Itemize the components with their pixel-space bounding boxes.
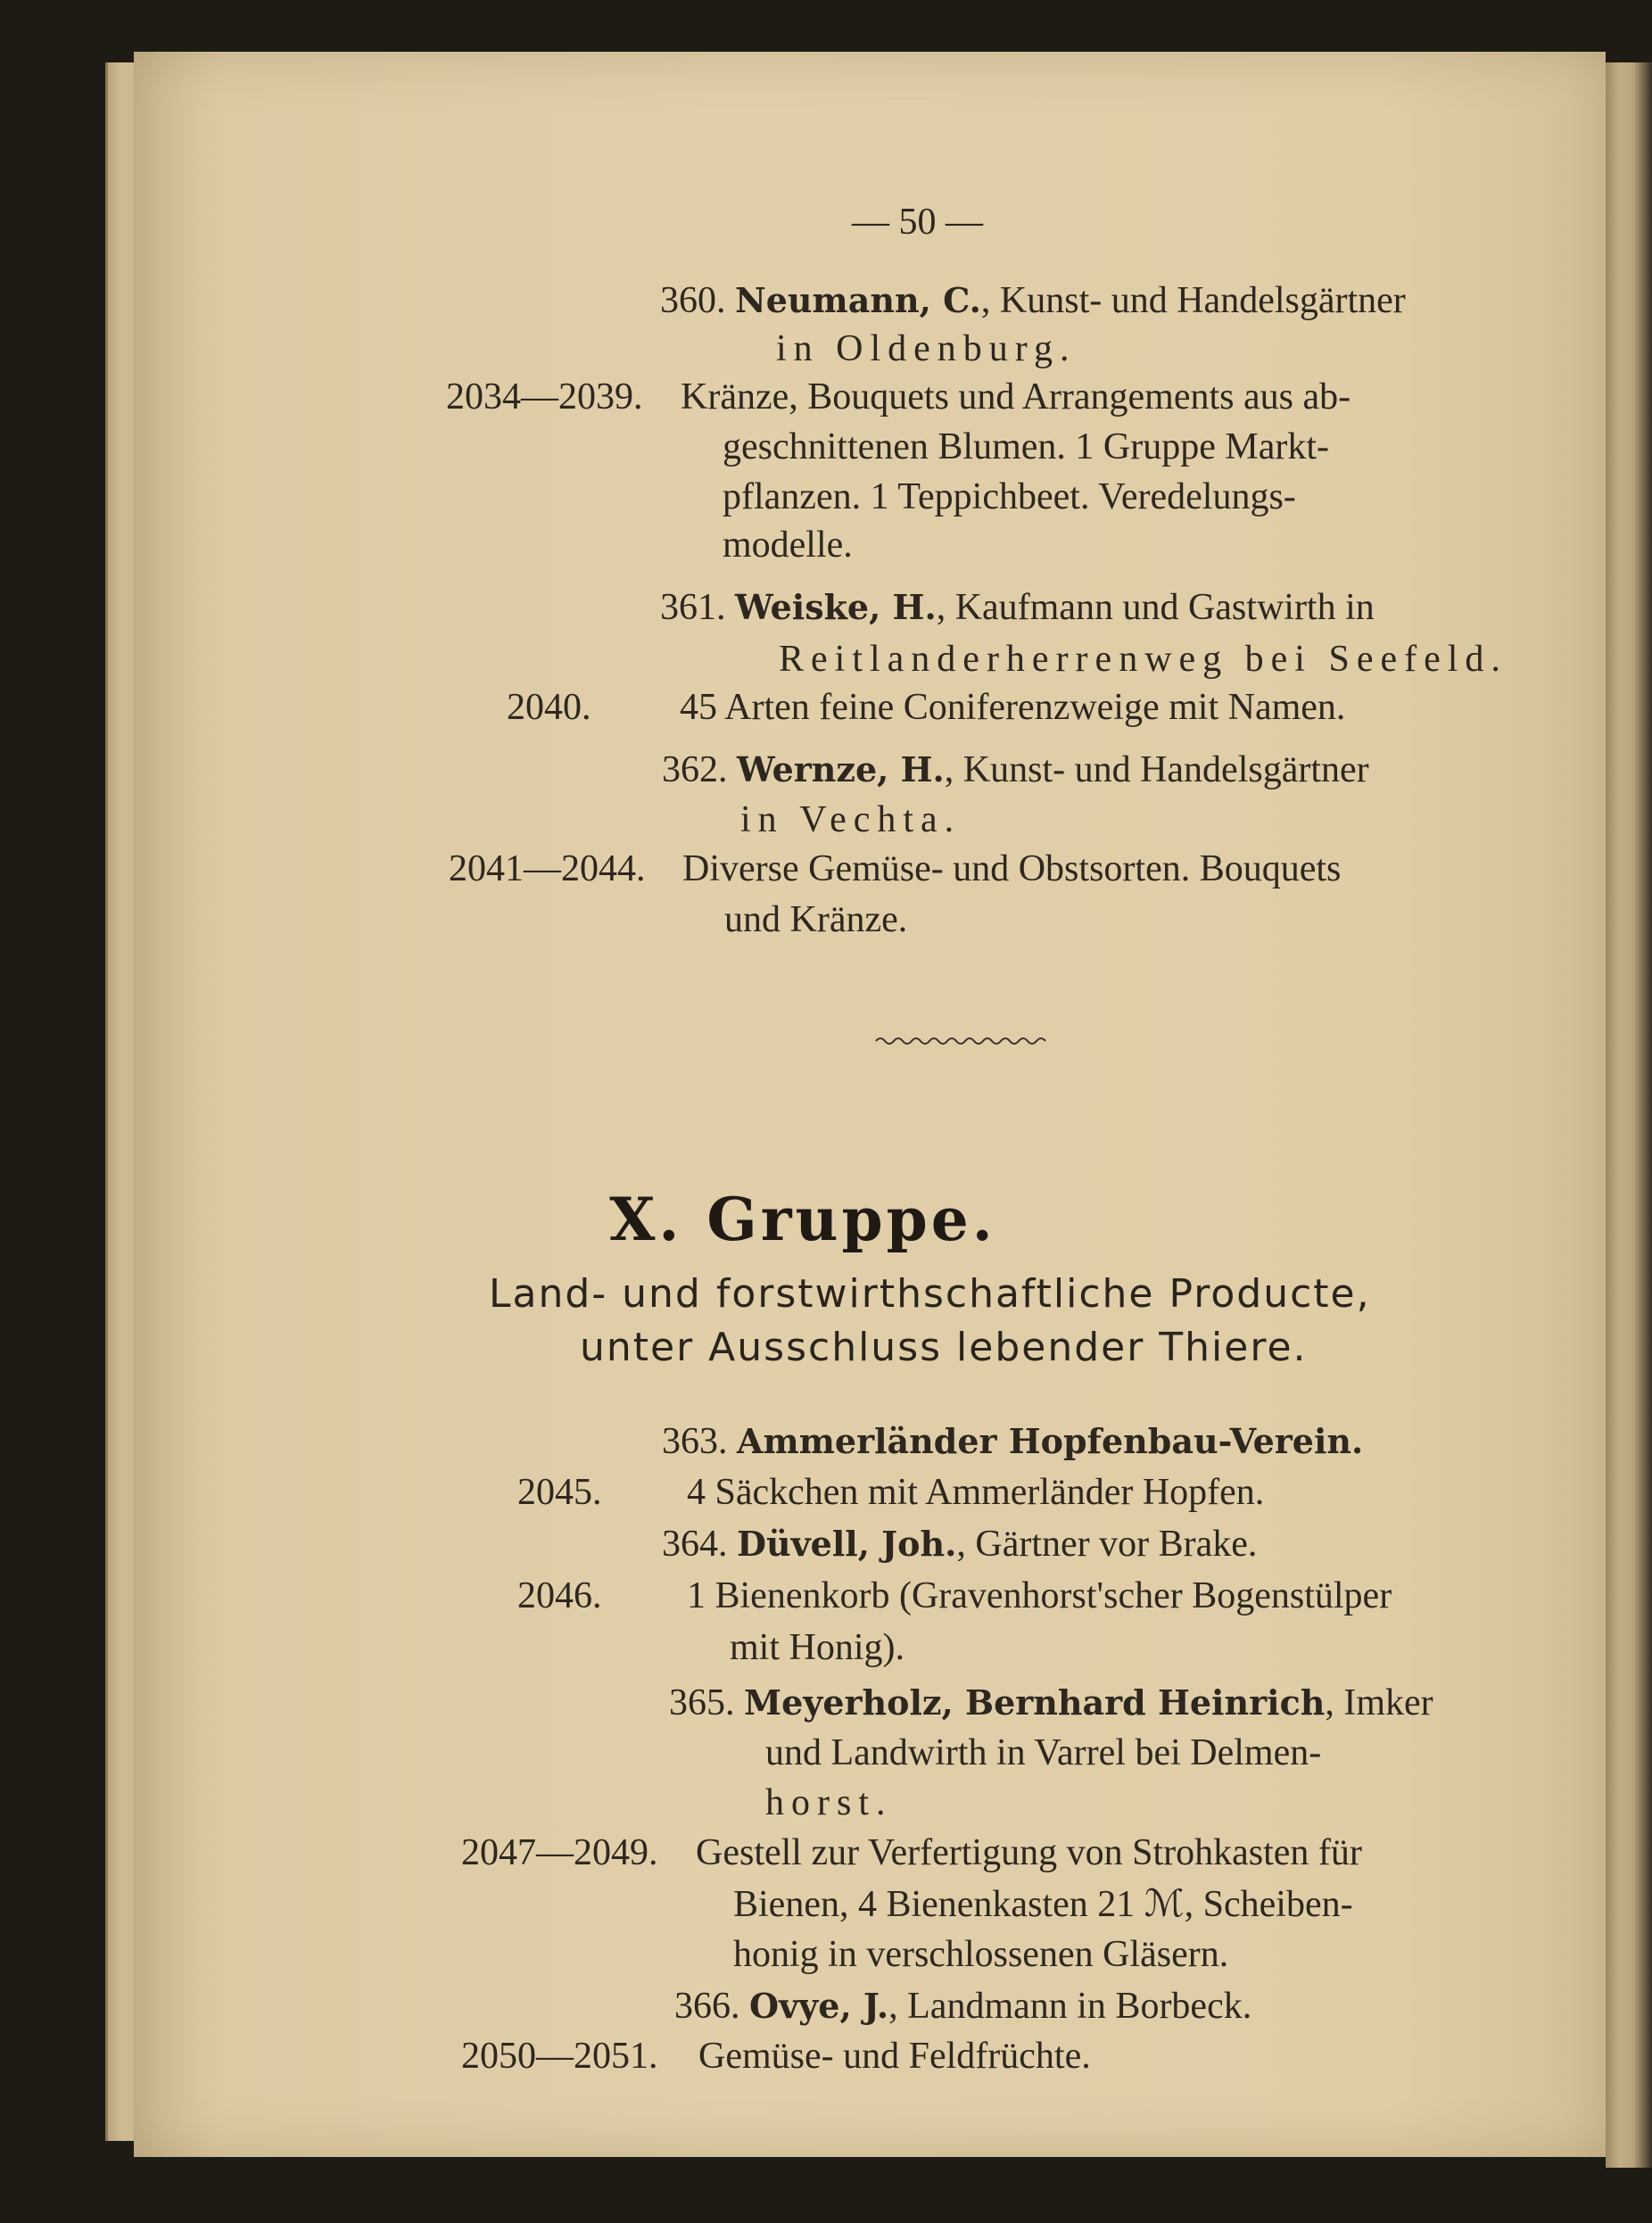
item-line: Kränze, Bouquets und Arrangements aus ab- bbox=[681, 376, 1351, 417]
item-line: 45 Arten feine Coniferenzweige mit Namen. bbox=[680, 687, 1346, 728]
item-line: Diverse Gemüse- und Obstsorten. Bouquets bbox=[682, 848, 1342, 889]
item-line: pflanzen. 1 Teppichbeet. Veredelungs- bbox=[723, 476, 1296, 517]
catalog-range: 2047—2049. bbox=[461, 1832, 658, 1873]
entry-360-header bbox=[660, 282, 1406, 319]
exhibitor-location: in Vechta. bbox=[740, 799, 962, 840]
exhibitor-description: , Imker bbox=[1325, 1682, 1433, 1723]
item-line: Gestell zur Verfertigung von Strohkasten für bbox=[696, 1832, 1362, 1873]
catalog-range: 2041—2044. bbox=[449, 848, 646, 889]
exhibitor-description: , Kunst- und Handelsgärtner bbox=[944, 749, 1369, 790]
catalog-range: 2046. bbox=[517, 1575, 602, 1616]
item-line: geschnittenen Blumen. 1 Gruppe Markt- bbox=[723, 426, 1329, 467]
entry-363-header bbox=[662, 1423, 1363, 1460]
exhibitor-location: Reitlanderherrenweg bei Seefeld. bbox=[779, 639, 1507, 680]
item-line: mit Honig). bbox=[730, 1627, 904, 1668]
exhibitor-location: in Oldenburg. bbox=[776, 328, 1077, 369]
exhibitor-name: Düvell, Joh. bbox=[737, 1524, 957, 1564]
exhibitor-name: Wernze, H. bbox=[737, 749, 945, 789]
exhibitor-number: 366. bbox=[674, 1986, 740, 2027]
exhibitor-number: 363. bbox=[662, 1421, 728, 1462]
catalog-range: 2045. bbox=[517, 1472, 602, 1513]
exhibitor-number: 365. bbox=[669, 1682, 735, 1723]
group-subtitle-line1: Land- und forstwirthschaftliche Producte, bbox=[489, 1271, 1371, 1317]
exhibitor-description: , Landmann in Borbeck. bbox=[888, 1986, 1252, 2027]
item-line: 1 Bienenkorb (Gravenhorst'scher Bogenstülper bbox=[687, 1575, 1392, 1616]
exhibitor-location: und Landwirth in Varrel bei Delmen- bbox=[765, 1732, 1322, 1773]
item-line: Gemüse- und Feldfrüchte. bbox=[698, 2036, 1091, 2077]
decorative-ornament bbox=[874, 1035, 1053, 1047]
exhibitor-number: 360. bbox=[660, 280, 726, 321]
exhibitor-name: Weiske, H. bbox=[735, 587, 937, 627]
exhibitor-name: Ammerländer Hopfenbau-Verein. bbox=[737, 1421, 1364, 1461]
exhibitor-number: 361. bbox=[660, 587, 726, 628]
exhibitor-name: Ovye, J. bbox=[749, 1986, 889, 2026]
entry-361-header bbox=[660, 589, 1375, 626]
catalog-range: 2040. bbox=[507, 687, 591, 728]
exhibitor-description: , Gärtner vor Brake. bbox=[956, 1524, 1258, 1565]
item-line: modelle. bbox=[723, 525, 853, 566]
book-gutter bbox=[1606, 62, 1652, 2168]
item-line: 4 Säckchen mit Ammerländer Hopfen. bbox=[687, 1472, 1265, 1513]
exhibitor-description: , Kunst- und Handelsgärtner bbox=[980, 280, 1406, 321]
item-line: und Kränze. bbox=[724, 899, 908, 940]
exhibitor-name: Meyerholz, Bernhard Heinrich bbox=[744, 1682, 1326, 1723]
entry-364-header bbox=[662, 1525, 1257, 1563]
group-title: X. Gruppe. bbox=[609, 1185, 996, 1254]
entry-366-header bbox=[674, 1987, 1251, 2025]
page-number: — 50 — bbox=[852, 202, 983, 243]
group-subtitle-line2: unter Ausschluss lebender Thiere. bbox=[580, 1325, 1308, 1370]
entry-362-header bbox=[662, 751, 1369, 789]
item-line: honig in verschlossenen Gläsern. bbox=[733, 1934, 1229, 1975]
exhibitor-name: Neumann, C. bbox=[735, 280, 981, 320]
entry-365-header bbox=[669, 1684, 1433, 1722]
catalog-range: 2034—2039. bbox=[446, 376, 643, 417]
catalog-range: 2050—2051. bbox=[461, 2036, 658, 2077]
exhibitor-number: 364. bbox=[662, 1524, 728, 1565]
exhibitor-number: 362. bbox=[662, 749, 728, 790]
item-line: Bienen, 4 Bienenkasten 21 ℳ, Scheiben- bbox=[733, 1884, 1353, 1925]
exhibitor-description: , Kaufmann und Gastwirth in bbox=[936, 587, 1375, 628]
exhibitor-location: horst. bbox=[765, 1782, 893, 1823]
